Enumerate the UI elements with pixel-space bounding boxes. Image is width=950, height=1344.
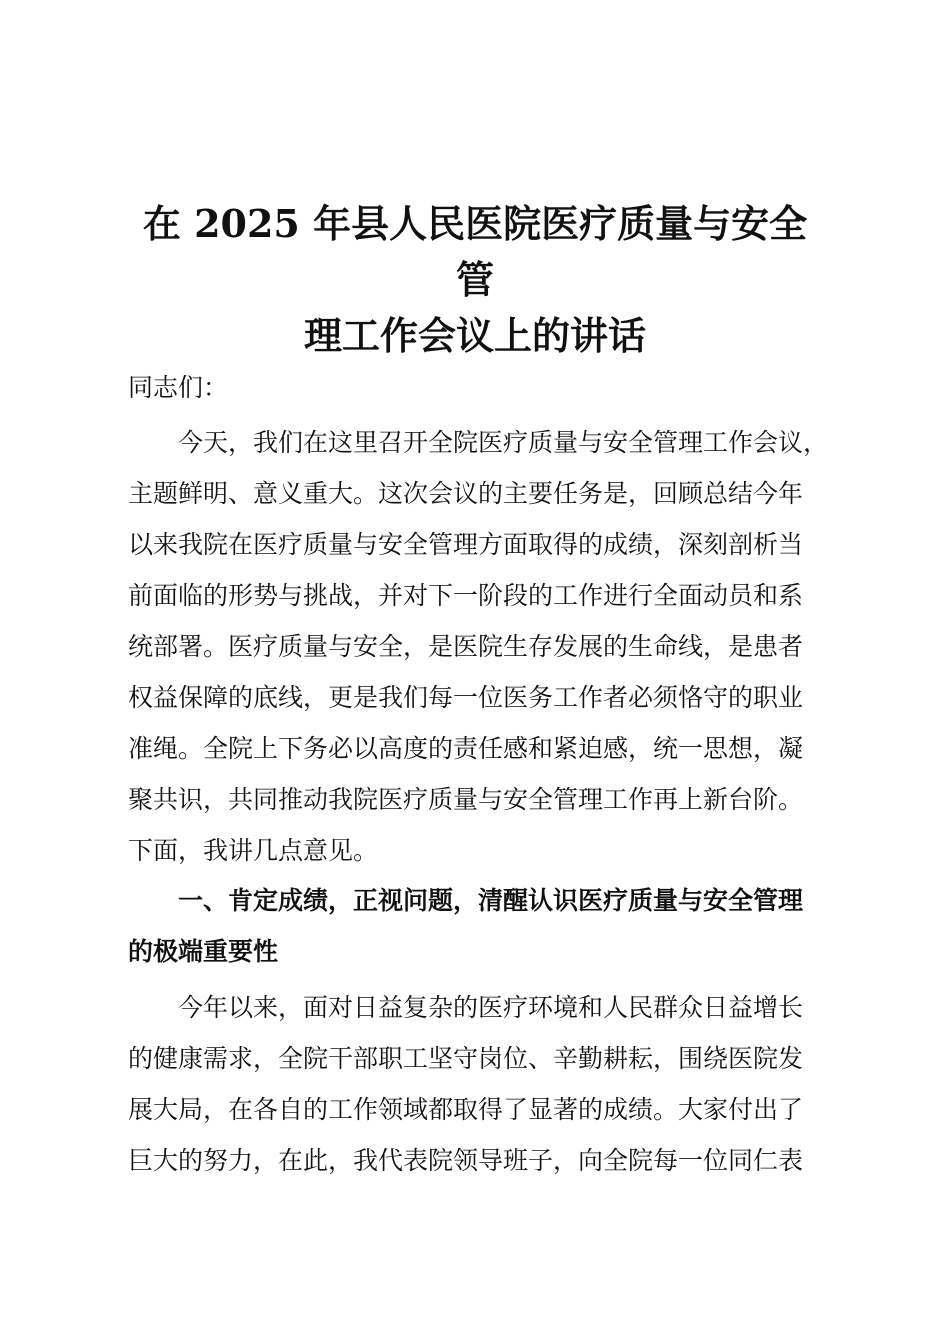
paragraph-line: 的健康需求，全院干部职工坚守岗位、辛勤耕耘，围绕医院发 (128, 1044, 804, 1073)
paragraph-line: 今年以来，面对日益复杂的医疗环境和人民群众日益增长 (178, 993, 804, 1022)
paragraph-line: 以来我院在医疗质量与安全管理方面取得的成绩，深刻剖析当 (128, 530, 804, 559)
paragraph-line: 巨大的努力，在此，我代表院领导班子，向全院每一位同仁表 (128, 1146, 804, 1175)
title-line: 理工作会议上的讲话 (303, 313, 646, 358)
paragraph-line: 统部署。医疗质量与安全，是医院生存发展的生命线，是患者 (128, 632, 804, 661)
paragraph-line: 聚共识，共同推动我院医疗质量与安全管理工作再上新台阶。 (128, 785, 804, 814)
section-heading-1 (128, 875, 822, 977)
paragraph-line: 主题鲜明、意义重大。这次会议的主要任务是，回顾总结今年 (128, 479, 804, 508)
paragraph-line: 今天，我们在这里召开全院医疗质量与安全管理工作会议， (178, 428, 829, 457)
heading-line: 一、肯定成绩，正视问题，清醒认识医疗质量与安全管理 (178, 886, 804, 915)
heading-line: 的极端重要性 (128, 937, 279, 966)
title-line: 在 2025 年县人民医院医疗质量与安全管 (142, 201, 808, 302)
paragraph-intro (128, 417, 829, 876)
paragraph-line: 前面临的形势与挑战，并对下一阶段的工作进行全面动员和系 (128, 581, 804, 610)
salutation: 同志们： (128, 373, 229, 402)
paragraph-achievements (128, 982, 822, 1186)
paragraph-line: 准绳。全院上下务必以高度的责任感和紧迫感，统一思想，凝 (128, 734, 804, 763)
paragraph-line: 权益保障的底线，更是我们每一位医务工作者必须恪守的职业 (128, 683, 804, 712)
paragraph-line: 展大局，在各自的工作领域都取得了显著的成绩。大家付出了 (128, 1095, 804, 1124)
paragraph-line: 下面，我讲几点意见。 (128, 836, 379, 865)
document-title (128, 196, 822, 364)
